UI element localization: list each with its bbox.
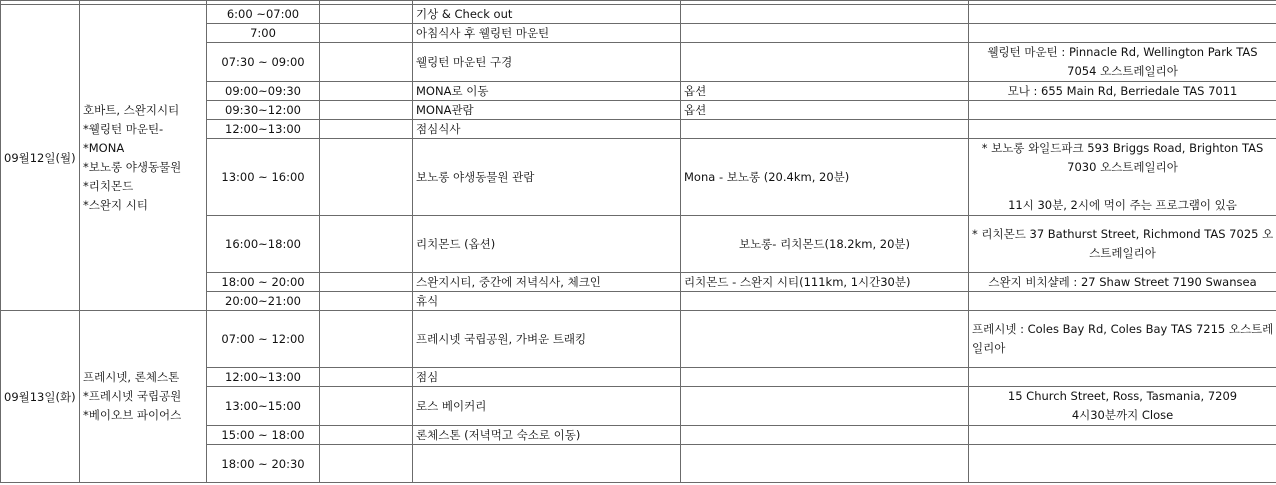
- region-line: *프레시넷 국립공원: [83, 389, 182, 403]
- activity-cell[interactable]: 리치몬드 (옵션): [413, 216, 681, 273]
- info-line: 11시 30분, 2시에 먹이 주는 프로그램이 있음: [1008, 198, 1237, 212]
- info-line: 스트레일리아: [1089, 246, 1156, 260]
- info-line: 7030 오스트레일리아: [1067, 160, 1178, 174]
- time-cell[interactable]: 15:00 ~ 18:00: [207, 426, 320, 445]
- table-row: [1, 5, 1276, 24]
- time-cell[interactable]: 18:00 ~ 20:30: [207, 445, 320, 483]
- empty-cell[interactable]: [320, 368, 413, 387]
- time-cell[interactable]: 12:00~13:00: [207, 120, 320, 139]
- empty-cell[interactable]: [320, 24, 413, 43]
- empty-cell[interactable]: [320, 387, 413, 426]
- empty-cell[interactable]: [320, 43, 413, 82]
- empty-cell[interactable]: [320, 292, 413, 311]
- move-cell[interactable]: [681, 5, 969, 24]
- move-cell[interactable]: [681, 368, 969, 387]
- info-cell[interactable]: [969, 101, 1276, 120]
- move-cell[interactable]: [681, 24, 969, 43]
- move-cell[interactable]: [681, 43, 969, 82]
- empty-cell[interactable]: [320, 139, 413, 216]
- time-cell[interactable]: 13:00~15:00: [207, 387, 320, 426]
- info-cell[interactable]: [969, 216, 1276, 273]
- region-line: *베이오브 파이어스: [83, 408, 182, 422]
- activity-cell[interactable]: MONA로 이동: [413, 82, 681, 101]
- info-cell[interactable]: [969, 311, 1276, 368]
- time-cell[interactable]: 6:00 ~07:00: [207, 5, 320, 24]
- time-cell[interactable]: 7:00: [207, 24, 320, 43]
- info-line: 프레시넷 : Coles Bay Rd, Coles Bay TAS 7215 오스트레: [972, 322, 1274, 336]
- activity-cell[interactable]: [413, 445, 681, 483]
- activity-cell[interactable]: 로스 베이커리: [413, 387, 681, 426]
- info-cell[interactable]: [969, 426, 1276, 445]
- move-cell[interactable]: [681, 292, 969, 311]
- region-line: *리치몬드: [83, 178, 134, 193]
- info-cell[interactable]: [969, 24, 1276, 43]
- info-cell[interactable]: 모나 : 655 Main Rd, Berriedale TAS 7011: [969, 82, 1276, 101]
- move-cell[interactable]: [681, 120, 969, 139]
- region-cell[interactable]: [80, 311, 207, 483]
- time-cell[interactable]: 09:30~12:00: [207, 101, 320, 120]
- info-cell[interactable]: [969, 445, 1276, 483]
- info-cell[interactable]: [969, 120, 1276, 139]
- activity-cell[interactable]: 점심식사: [413, 120, 681, 139]
- activity-cell[interactable]: 프레시넷 국립공원, 가벼운 트래킹: [413, 311, 681, 368]
- info-cell[interactable]: [969, 43, 1276, 82]
- activity-cell[interactable]: 론체스톤 (저녁먹고 숙소로 이동): [413, 426, 681, 445]
- info-line: * 보노롱 와일드파크 593 Briggs Road, Brighton TAS: [981, 141, 1264, 155]
- move-cell[interactable]: Mona - 보노롱 (20.4km, 20분): [681, 139, 969, 216]
- move-cell[interactable]: [681, 426, 969, 445]
- activity-cell[interactable]: 기상 & Check out: [413, 5, 681, 24]
- info-cell[interactable]: [969, 5, 1276, 24]
- activity-cell[interactable]: 휴식: [413, 292, 681, 311]
- table-row: [1, 311, 1276, 368]
- time-cell[interactable]: 16:00~18:00: [207, 216, 320, 273]
- move-cell[interactable]: 옵션: [681, 82, 969, 101]
- empty-cell[interactable]: [320, 5, 413, 24]
- info-cell[interactable]: [969, 139, 1276, 216]
- info-line: [972, 177, 1273, 196]
- info-cell[interactable]: [969, 387, 1276, 426]
- activity-cell[interactable]: 보노롱 야생동물원 관람: [413, 139, 681, 216]
- move-cell[interactable]: [681, 445, 969, 483]
- time-cell[interactable]: 12:00~13:00: [207, 368, 320, 387]
- info-line: 일리아: [972, 341, 1006, 355]
- region-line: *MONA: [83, 140, 125, 155]
- info-line: 웰링턴 마운틴 : Pinnacle Rd, Wellington Park TAS: [987, 45, 1258, 59]
- region-line: *보노롱 야생동물원: [83, 159, 182, 174]
- empty-cell[interactable]: [320, 311, 413, 368]
- time-cell[interactable]: 07:00 ~ 12:00: [207, 311, 320, 368]
- region-line: *웰링턴 마운틴-: [83, 121, 164, 136]
- move-cell[interactable]: 리치몬드 - 스완지 시티(111km, 1시간30분): [681, 273, 969, 292]
- activity-cell[interactable]: MONA관람: [413, 101, 681, 120]
- activity-cell[interactable]: 아침식사 후 웰링턴 마운틴: [413, 24, 681, 43]
- move-cell[interactable]: 보노롱- 리치몬드(18.2km, 20분): [681, 216, 969, 273]
- info-cell[interactable]: [969, 292, 1276, 311]
- region-line: 프레시넷, 론체스톤: [83, 370, 180, 384]
- empty-cell[interactable]: [320, 445, 413, 483]
- empty-cell[interactable]: [320, 82, 413, 101]
- info-cell[interactable]: [969, 368, 1276, 387]
- region-line: 호바트, 스완지시티: [83, 102, 180, 117]
- time-cell[interactable]: 20:00~21:00: [207, 292, 320, 311]
- time-cell[interactable]: 09:00~09:30: [207, 82, 320, 101]
- time-cell[interactable]: 18:00 ~ 20:00: [207, 273, 320, 292]
- empty-cell[interactable]: [320, 273, 413, 292]
- empty-cell[interactable]: [320, 216, 413, 273]
- info-line: 15 Church Street, Ross, Tasmania, 7209: [1007, 389, 1238, 403]
- info-line: 4시30분까지 Close: [1071, 408, 1174, 422]
- region-cell[interactable]: [80, 5, 207, 311]
- region-line: *스완지 시티: [83, 197, 148, 212]
- info-cell[interactable]: 스완지 비치샬레 : 27 Shaw Street 7190 Swansea: [969, 273, 1276, 292]
- activity-cell[interactable]: 스완지시티, 중간에 저녁식사, 체크인: [413, 273, 681, 292]
- activity-cell[interactable]: 웰링턴 마운틴 구경: [413, 43, 681, 82]
- move-cell[interactable]: [681, 311, 969, 368]
- move-cell[interactable]: [681, 387, 969, 426]
- empty-cell[interactable]: [320, 120, 413, 139]
- empty-cell[interactable]: [320, 426, 413, 445]
- date-cell[interactable]: 09월12일(월): [1, 5, 80, 311]
- empty-cell[interactable]: [320, 101, 413, 120]
- info-line: 7054 오스트레일리아: [1067, 64, 1178, 78]
- time-cell[interactable]: 13:00 ~ 16:00: [207, 139, 320, 216]
- move-cell[interactable]: 옵션: [681, 101, 969, 120]
- activity-cell[interactable]: 점심: [413, 368, 681, 387]
- time-cell[interactable]: 07:30 ~ 09:00: [207, 43, 320, 82]
- info-line: * 리치몬드 37 Bathurst Street, Richmond TAS 7025 오: [972, 227, 1274, 241]
- date-cell[interactable]: 09월13일(화): [1, 311, 80, 483]
